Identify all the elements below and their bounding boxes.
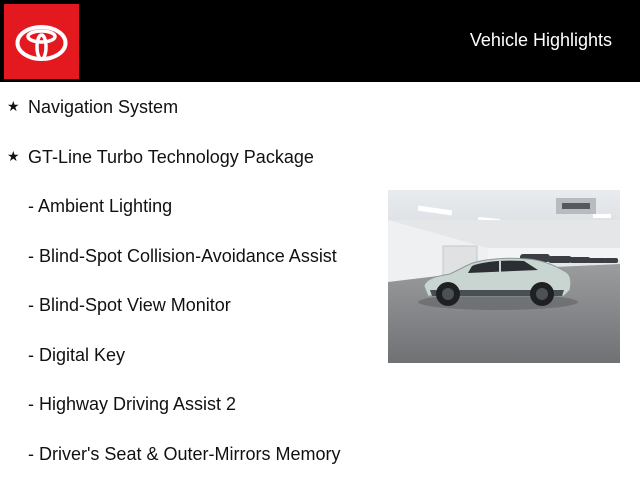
list-item-text: - Highway Driving Assist 2 [28, 394, 237, 414]
list-item-text: - Ambient Lighting [28, 196, 173, 216]
list-item-text: - Digital Key [28, 344, 126, 365]
car-photo [388, 190, 620, 363]
toyota-logo-icon [4, 4, 79, 79]
star-icon: ★ [7, 148, 20, 165]
star-icon: ★ [7, 99, 20, 115]
list-item-text: - Driver's Seat & Outer-Mirrors Memory [28, 443, 341, 464]
header-bar [0, 0, 640, 82]
list-item-text: GT-Line Turbo Technology Package [28, 146, 314, 167]
list-item-text: - Blind-Spot Collision-Avoidance Assist [28, 245, 337, 266]
list-item-text: - Blind-Spot View Monitor [28, 295, 231, 315]
page-title: Vehicle Highlights [469, 30, 612, 50]
list-item-text: Navigation System [28, 97, 179, 117]
